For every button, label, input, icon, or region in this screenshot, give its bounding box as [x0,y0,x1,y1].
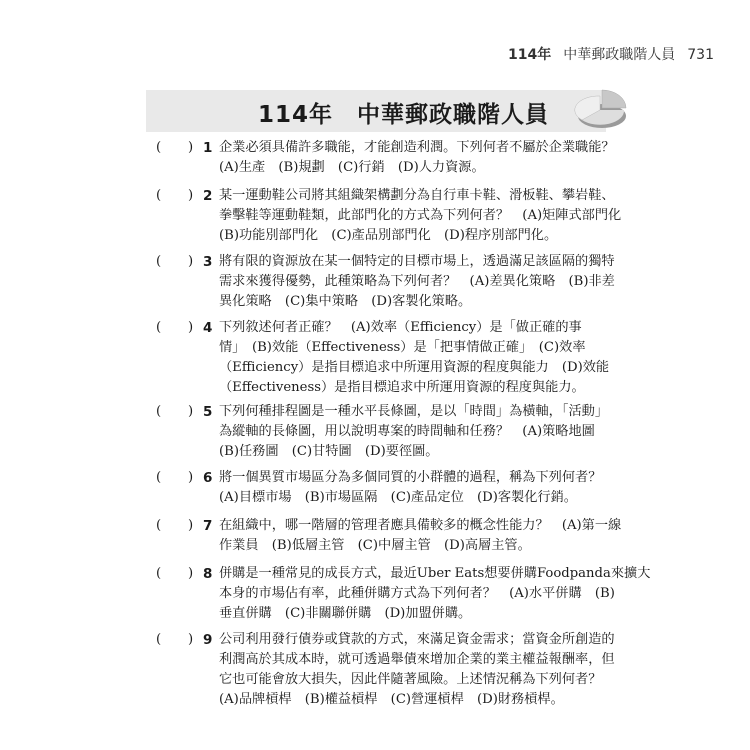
question-line: (A)品牌槓桿 (B)權益槓桿 (C)營運槓桿 (D)財務槓桿。 [219,692,564,707]
question-line: 將有限的資源放在某一個特定的目標市場上，透過滿足該區隔的獨特 [219,254,615,269]
question-text [219,318,610,398]
running-header [508,44,714,64]
answer-paren-close: ) [188,518,194,533]
question-line: 下列何種排程圖是一種水平長條圖，是以「時間」為橫軸，「活動」 [219,404,609,419]
question-text [219,138,615,178]
answer-paren-close: ) [188,320,194,335]
question-line: 某一運動鞋公司將其組織架構劃分為自行車卡鞋、滑板鞋、攀岩鞋、 [219,188,615,203]
question-line: 異化策略 (C)集中策略 (D)客製化策略。 [219,294,472,309]
question-text [219,564,651,624]
answer-paren-open: ( [156,320,162,335]
question-line: (B)功能別部門化 (C)產品別部門化 (D)程序別部門化。 [219,228,558,243]
answer-paren-open: ( [156,404,162,419]
question-line: 它也可能會放大損失，因此伴隨著風險。上述情況稱為下列何者？ [219,672,602,687]
answer-paren-close: ) [188,632,194,647]
question-line: 公司利用發行債券或貸款的方式，來滿足資金需求；當資金所創造的 [219,632,615,647]
question-line: 本身的市場佔有率，此種併購方式為下列何者？ (A)水平併購 (B) [219,586,615,601]
question-line: 利潤高於其成本時，就可透過舉債來增加企業的業主權益報酬率，但 [219,652,615,667]
header-year: 114年 [508,47,552,63]
answer-paren-open: ( [156,254,162,269]
question-line: 下列敘述何者正確？ (A)效率（Efficiency）是「做正確的事 [219,320,582,335]
question-text [219,630,615,710]
question-line: 作業員 (B)低層主管 (C)中層主管 (D)高層主管。 [219,538,531,553]
question-text [219,468,604,508]
question-text [219,402,609,462]
question-number: 4 [203,320,213,336]
question-number: 9 [203,632,213,648]
question-number: 1 [203,140,213,156]
question-line: (B)任務圖 (C)甘特圖 (D)要徑圖。 [219,444,439,459]
question-line: 為縱軸的長條圖，用以說明專案的時間軸和任務？ (A)策略地圖 [219,424,595,439]
question-number: 7 [203,518,213,534]
answer-paren-close: ) [188,470,194,485]
answer-paren-open: ( [156,566,162,581]
question-number: 3 [203,254,213,270]
answer-paren-open: ( [156,188,162,203]
pie-chart-icon [574,82,628,136]
section-title-band [146,90,606,132]
question-number: 8 [203,566,213,582]
answer-paren-open: ( [156,140,162,155]
question-line: 在組織中，哪一階層的管理者應具備較多的概念性能力？ (A)第一線 [219,518,622,533]
question-line: (A)生產 (B)規劃 (C)行銷 (D)人力資源。 [219,160,485,175]
question-line: 需求來獲得優勢，此種策略為下列何者？ (A)差異化策略 (B)非差 [219,274,615,289]
question-number: 5 [203,404,213,420]
question-number: 2 [203,188,213,204]
question-text [219,186,622,246]
question-line: （Efficiency）是指目標追求中所運用資源的程度與能力 (D)效能 [219,360,610,375]
answer-paren-open: ( [156,632,162,647]
section-title: 114年 中華郵政職階人員 [258,102,550,128]
header-title: 中華郵政職階人員 [563,47,676,63]
question-line: (A)目標市場 (B)市場區隔 (C)產品定位 (D)客製化行銷。 [219,490,577,505]
page-number: 731 [687,47,714,63]
answer-paren-close: ) [188,254,194,269]
question-line: 將一個異質市場區分為多個同質的小群體的過程，稱為下列何者？ [219,470,602,485]
answer-paren-close: ) [188,140,194,155]
question-line: （Effectiveness）是指目標追求中所運用資源的程度與能力。 [219,380,585,395]
question-line: 併購是一種常見的成長方式，最近Uber Eats想要併購Foodpanda來擴大 [219,566,651,581]
question-line: 情」 (B)效能（Effectiveness）是「把事情做正確」 (C)效率 [219,340,586,355]
question-line: 企業必須具備許多職能，才能創造利潤。下列何者不屬於企業職能？ [219,140,615,155]
question-text [219,516,622,556]
question-text [219,252,615,312]
question-line: 垂直併購 (C)非關聯併購 (D)加盟併購。 [219,606,472,621]
answer-paren-close: ) [188,188,194,203]
answer-paren-open: ( [156,470,162,485]
answer-paren-open: ( [156,518,162,533]
answer-paren-close: ) [188,566,194,581]
question-number: 6 [203,470,213,486]
answer-paren-close: ) [188,404,194,419]
question-line: 拳擊鞋等運動鞋類，此部門化的方式為下列何者？ (A)矩陣式部門化 [219,208,622,223]
